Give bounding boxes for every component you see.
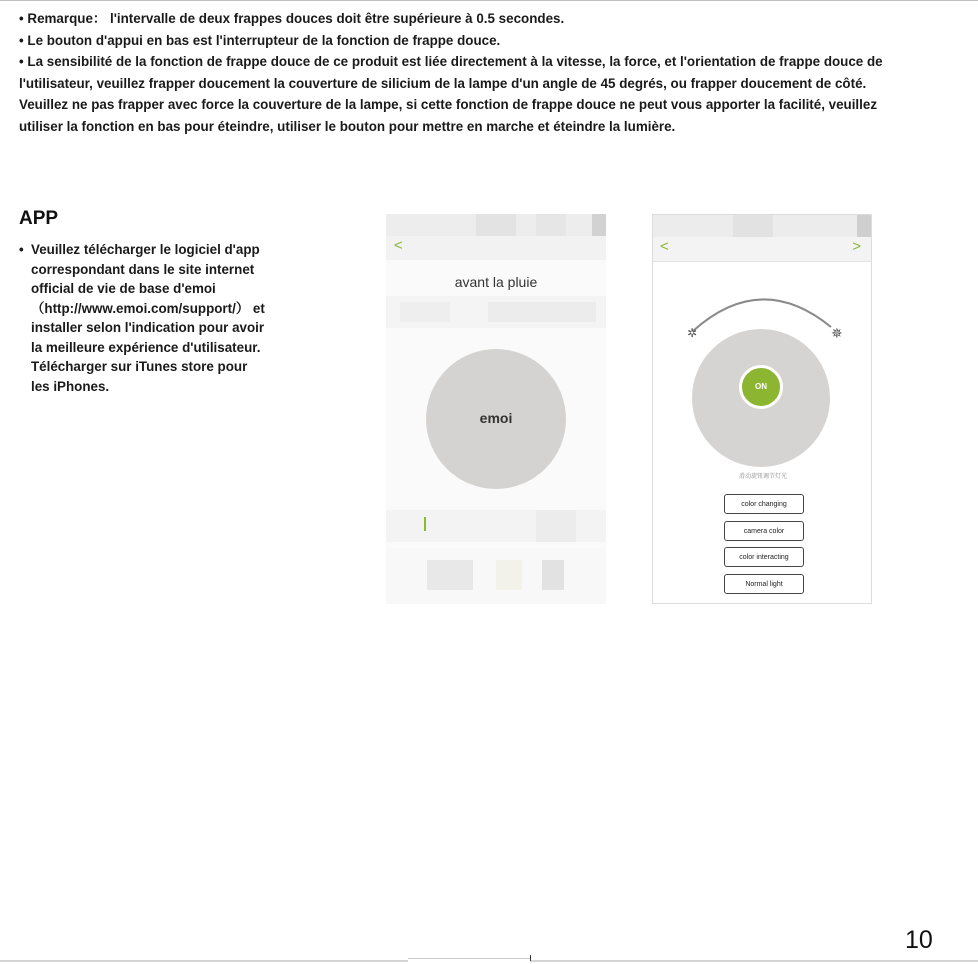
app-description-text: Veuillez télécharger le logiciel d'app correspondant dans le site internet official de vie de base d'emoi （http://www.emoi.com/support/） et installer selon l'indication pour avoir la meilleure expérience d'utilisateur. Télécharger sur iTunes store pour les iPhones. xyxy=(31,242,265,394)
note-bottom-switch: • Le bouton d'appui en bas est l'interrupteur de la fonction de frappe douce. xyxy=(19,32,501,48)
color-interacting-button[interactable]: color interacting xyxy=(724,547,804,567)
bright-sun-icon: ✵ xyxy=(831,326,843,342)
note-interval: • Remarque： l'intervalle de deux frappes douces doit être supérieure à 0.5 secondes. xyxy=(19,11,565,26)
blurred-block xyxy=(536,510,576,542)
forward-arrow-icon[interactable]: > xyxy=(852,238,861,255)
notes-section xyxy=(19,8,919,138)
bottom-mark xyxy=(408,958,530,964)
normal-light-button[interactable]: Normal light xyxy=(724,574,804,594)
camera-color-button[interactable]: camera color xyxy=(724,521,804,541)
bullet-icon: • xyxy=(19,242,24,257)
blurred-block xyxy=(476,214,516,236)
slider-hint: 滑动旋钮调节灯光 xyxy=(738,474,787,480)
page-number: 10 xyxy=(905,926,933,954)
phone-screenshot-control xyxy=(652,214,872,604)
phone-screenshot-home xyxy=(386,214,606,604)
blurred-block xyxy=(542,560,564,590)
top-rule xyxy=(0,0,978,1)
nav-bar xyxy=(386,236,606,260)
note-sensitivity: • La sensibilité de la fonction de frappe douce de ce produit est liée directement à la vitesse, la force, et l'orientation de frappe douce de l'utilisateur, veuillez frapper doucement la couverture de silicium de la lampe d'un angle de 45 degrés, ou frapper doucement de côté. Veuillez ne pas frapper avec force la couverture de la lampe, si cette fonction de frappe douce ne peut vous apporter la facilité, veuillez utiliser la fonction en bas pour éteindre, utiliser le bouton pour mettre en marche et éteindre la lumière. xyxy=(19,54,883,134)
app-description xyxy=(19,240,319,396)
blurred-block xyxy=(400,302,450,322)
dim-sun-icon: ✲ xyxy=(687,326,698,340)
blurred-block xyxy=(536,214,566,236)
app-heading: APP xyxy=(19,208,59,229)
blurred-block xyxy=(496,560,522,590)
back-arrow-icon[interactable]: < xyxy=(394,237,403,254)
power-on-button[interactable]: ON xyxy=(739,365,783,409)
blurred-block xyxy=(427,560,473,590)
slider-cursor xyxy=(424,517,426,531)
emoi-logo: emoi xyxy=(479,410,513,426)
scene-title: avant la pluie xyxy=(454,274,538,290)
back-arrow-icon[interactable]: < xyxy=(660,238,669,255)
bottom-tick xyxy=(530,955,531,961)
color-changing-button[interactable]: color changing xyxy=(724,494,804,514)
blurred-block xyxy=(488,302,596,322)
blurred-block xyxy=(592,214,606,236)
